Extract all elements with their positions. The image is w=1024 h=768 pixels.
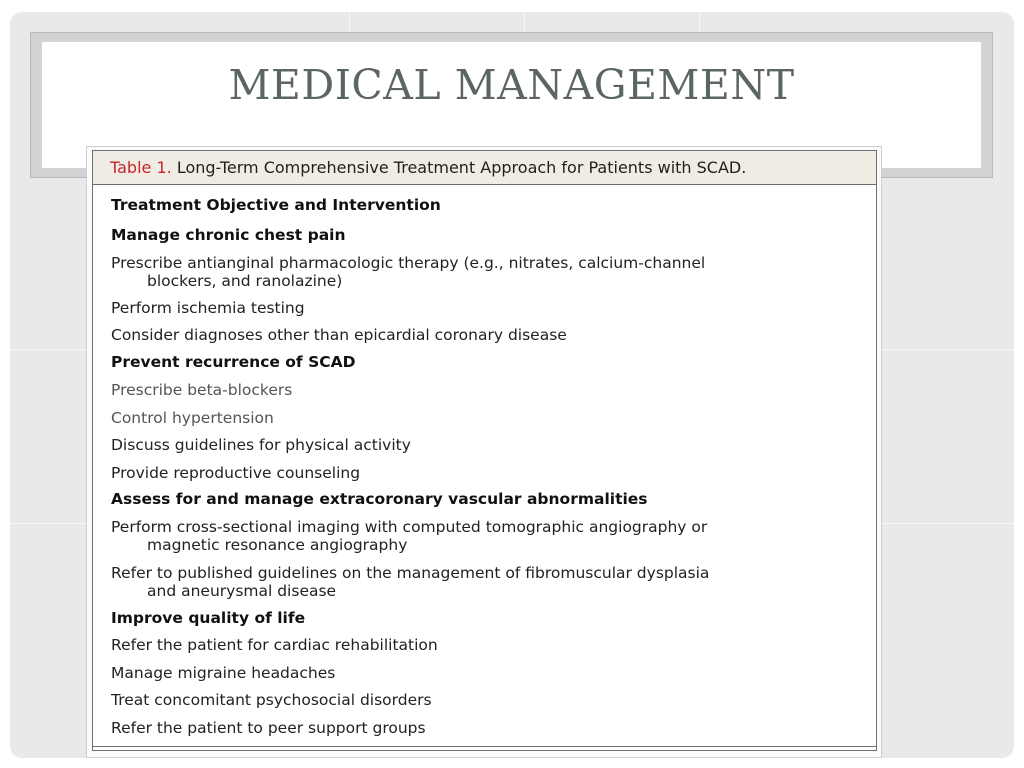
intervention-item xyxy=(111,254,705,290)
section-heading: Assess for and manage extracoronary vascular abnormalities xyxy=(111,490,648,508)
intervention-item: Refer the patient for cardiac rehabilitation xyxy=(111,636,438,654)
table-caption xyxy=(93,151,876,185)
table-column-header: Treatment Objective and Intervention xyxy=(111,196,441,214)
intervention-item: Perform ischemia testing xyxy=(111,299,305,317)
intervention-item: Consider diagnoses other than epicardial coronary disease xyxy=(111,326,567,344)
intervention-text: Perform cross-sectional imaging with computed tomographic angiography or xyxy=(111,518,708,536)
section-heading: Manage chronic chest pain xyxy=(111,226,346,244)
intervention-item: Control hypertension xyxy=(111,409,274,427)
intervention-item: Discuss guidelines for physical activity xyxy=(111,436,411,454)
intervention-item xyxy=(111,518,707,554)
intervention-text-continuation: magnetic resonance angiography xyxy=(147,536,408,554)
intervention-text: Refer to published guidelines on the management of fibromuscular dysplasia xyxy=(111,564,710,582)
table-bottom-rule xyxy=(93,746,876,747)
section-heading: Prevent recurrence of SCAD xyxy=(111,353,356,371)
intervention-item: Manage migraine headaches xyxy=(111,664,336,682)
intervention-text: Prescribe antianginal pharmacologic therapy (e.g., nitrates, calcium-channel xyxy=(111,254,706,272)
table-caption-number: Table 1. xyxy=(110,158,172,177)
treatment-table xyxy=(92,150,877,751)
table-caption-text: Long-Term Comprehensive Treatment Approach for Patients with SCAD. xyxy=(176,158,747,177)
intervention-item: Refer the patient to peer support groups xyxy=(111,719,426,737)
section-heading: Improve quality of life xyxy=(111,609,306,627)
intervention-text-continuation: blockers, and ranolazine) xyxy=(147,272,343,290)
intervention-item: Treat concomitant psychosocial disorders xyxy=(111,691,432,709)
intervention-item: Prescribe beta-blockers xyxy=(111,381,293,399)
intervention-item: Provide reproductive counseling xyxy=(111,464,361,482)
slide-title: MEDICAL MANAGEMENT xyxy=(228,61,795,109)
intervention-item xyxy=(111,564,709,600)
intervention-text-continuation: and aneurysmal disease xyxy=(147,582,337,600)
table-body xyxy=(93,185,876,750)
